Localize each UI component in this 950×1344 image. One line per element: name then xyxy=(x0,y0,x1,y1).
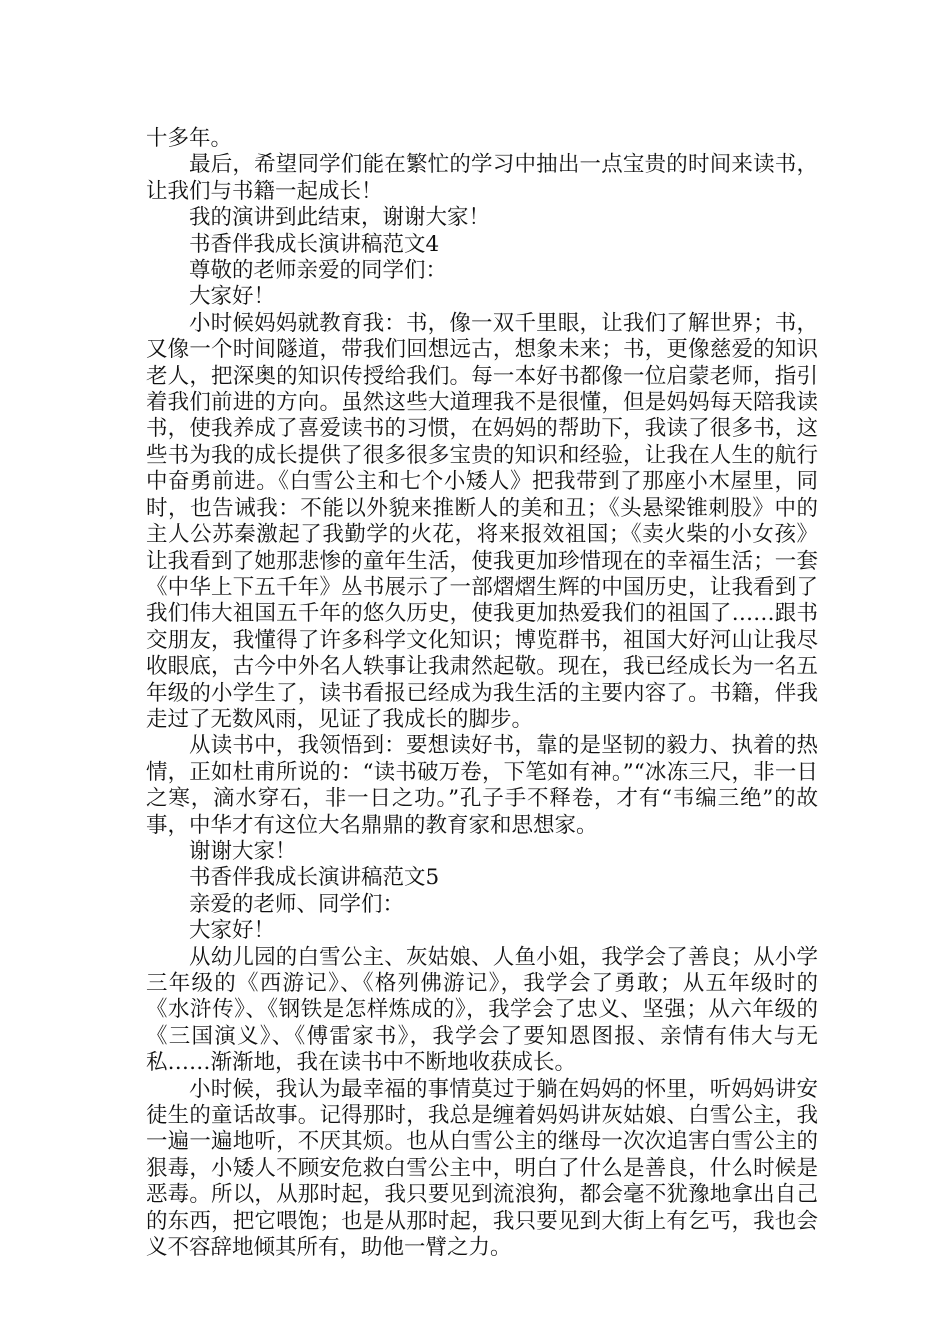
paragraph-fairy-tales: 小时候，我认为最幸福的事情莫过于躺在妈妈的怀里，听妈妈讲安徒生的童话故事。记得那时，我总是缠着妈妈讲灰姑娘、白雪公主，我一遍一遍地听，不厌其烦。也从白雪公主的继母一次次追害白雪公主的狠毒，小矮人不顾安危救白雪公主中，明白了什么是善良，什么时候是恶毒。所以，从那时起，我只要见到流浪狗，都会毫不犹豫地拿出自己的东西，把它喂饱；也是从那时起，我只要见到大街上有乞丐，我也会义不容辞地倾其所有，助他一臂之力。 xyxy=(146,1076,818,1261)
greeting-5: 大家好！ xyxy=(189,918,276,944)
section-title-5: 书香伴我成长演讲稿范文5 xyxy=(189,865,440,891)
paragraph-closing-hope: 最后，希望同学们能在繁忙的学习中抽出一点宝贵的时间来读书，让我们与书籍一起成长！ xyxy=(146,152,818,204)
paragraph-reading-insight: 从读书中，我领悟到：要想读好书，靠的是坚韧的毅力、执着的热情，正如杜甫所说的：“读书破万卷，下笔如有神。”“冰冻三尺，非一日之寒，滴水穿石，非一日之功。”孔子手不释卷，才有“韦编三绝”的故事，中华才有这位大名鼎鼎的教育家和思想家。 xyxy=(146,733,818,838)
salutation-4: 尊敬的老师亲爱的同学们： xyxy=(189,258,448,284)
salutation-5: 亲爱的老师、同学们： xyxy=(189,891,405,917)
paragraph-growing-through-books: 从幼儿园的白雪公主、灰姑娘、人鱼小姐，我学会了善良；从小学三年级的《西游记》、《格列佛游记》，我学会了勇敢；从五年级时的《水浒传》、《钢铁是怎样炼成的》，我学会了忠义、坚强；从六年级的《三国演义》、《傅雷家书》，我学会了要知恩图报、亲情有伟大与无私……渐渐地，我在读书中不断地收获成长。 xyxy=(146,944,818,1076)
greeting-4: 大家好！ xyxy=(189,284,276,310)
paragraph-continuation: 十多年。 xyxy=(146,126,233,151)
section-title-4: 书香伴我成长演讲稿范文4 xyxy=(189,231,440,257)
document-body xyxy=(146,126,818,1261)
paragraph-childhood-books: 小时候妈妈就教育我：书，像一双千里眼，让我们了解世界；书，又像一个时间隧道，带我们回想远古，想象未来；书，更像慈爱的知识老人，把深奥的知识传授给我们。每一本好书都像一位启蒙老师，指引着我们前进的方向。虽然这些大道理我不是很懂，但是妈妈每天陪我读书，使我养成了喜爱读书的习惯，在妈妈的帮助下，我读了很多书，这些书为我的成长提供了很多很多宝贵的知识和经验，让我在人生的航行中奋勇前进。《白雪公主和七个小矮人》把我带到了那座小木屋里，同时，也告诫我：不能以外貌来推断人的美和丑；《头悬梁锥刺股》中的主人公苏秦激起了我勤学的火花，将来报效祖国；《卖火柴的小女孩》让我看到了她那悲惨的童年生活，使我更加珍惜现在的幸福生活；一套《中华上下五千年》丛书展示了一部熠熠生辉的中国历史，让我看到了我们伟大祖国五千年的悠久历史，使我更加热爱我们的祖国了……跟书交朋友，我懂得了许多科学文化知识；博览群书，祖国大好河山让我尽收眼底，古今中外名人轶事让我肃然起敬。现在，我已经成长为一名五年级的小学生了，读书看报已经成为我生活的主要内容了。书籍，伴我走过了无数风雨，见证了我成长的脚步。 xyxy=(146,310,818,732)
paragraph-speech-end: 我的演讲到此结束，谢谢大家！ xyxy=(189,205,491,231)
thanks-4: 谢谢大家！ xyxy=(189,838,297,864)
